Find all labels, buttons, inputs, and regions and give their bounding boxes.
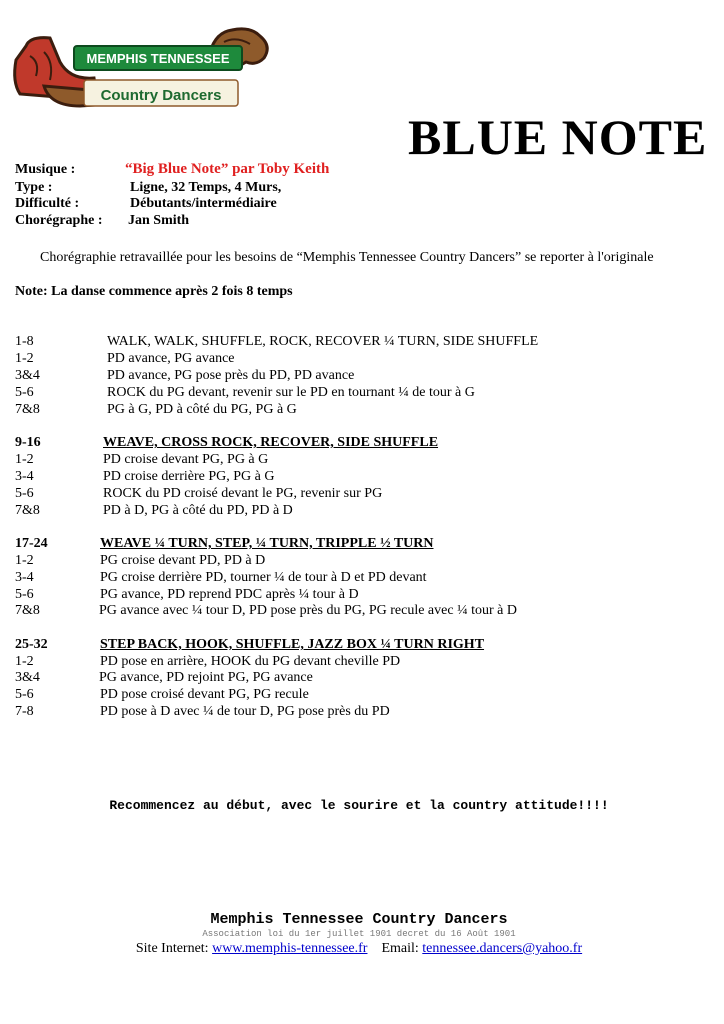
section-title: STEP BACK, HOOK, SHUFFLE, JAZZ BOX ¼ TURN RIGHT: [100, 637, 485, 652]
email-link[interactable]: tennessee.dancers@yahoo.fr: [422, 941, 583, 956]
logo-line1: MEMPHIS TENNESSEE: [86, 51, 230, 66]
step-count: 7-8: [15, 704, 34, 719]
step-text: PD croise derrière PG, PG à G: [103, 469, 275, 484]
step-text: PG croise devant PD, PD à D: [100, 553, 266, 568]
step-count: 7&8: [15, 503, 40, 518]
start-note: Note: La danse commence après 2 fois 8 temps: [15, 284, 293, 299]
club-logo: [10, 22, 272, 114]
step-text: ROCK du PG devant, revenir sur le PD en tournant ¼ de tour à G: [107, 385, 475, 400]
logo-line2: Country Dancers: [100, 87, 222, 104]
step-text: PG avance avec ¼ tour D, PD pose près du PG, PG recule avec ¼ tour à D: [99, 603, 517, 618]
dance-title: BLUE NOTE: [408, 109, 708, 165]
section-title: WEAVE ¼ TURN, STEP, ¼ TURN, TRIPPLE ½ TURN: [100, 536, 434, 551]
step-text: PD croise devant PG, PG à G: [103, 452, 269, 467]
step-count: 5-6: [15, 587, 34, 602]
step-text: ROCK du PD croisé devant le PG, revenir sur PG: [103, 486, 383, 501]
meta-value: Débutants/intermédiaire: [130, 196, 277, 211]
footer-contact: [0, 941, 718, 957]
meta-music: [15, 161, 330, 178]
meta-choreographer: [15, 213, 190, 229]
step-text: PD à D, PG à côté du PD, PD à D: [103, 503, 293, 518]
meta-value: Jan Smith: [128, 213, 190, 228]
footer-association: Association loi du 1er juillet 1901 decret du 16 Août 1901: [202, 929, 516, 939]
meta-label: Difficulté :: [15, 196, 80, 211]
closing-message: Recommencez au début, avec le sourire et la country attitude!!!!: [109, 798, 609, 813]
site-link[interactable]: www.memphis-tennessee.fr: [212, 941, 368, 956]
step-count: 1-2: [15, 351, 34, 366]
section-counts: 17-24: [15, 536, 48, 551]
site-label: Site Internet:: [135, 941, 209, 956]
step-text: PG à G, PD à côté du PG, PG à G: [107, 402, 297, 417]
step-text: PD avance, PG avance: [107, 351, 235, 366]
meta-label: Chorégraphe :: [15, 213, 103, 228]
meta-label: Type :: [15, 180, 53, 195]
step-count: 5-6: [15, 486, 34, 501]
section-title: WALK, WALK, SHUFFLE, ROCK, RECOVER ¼ TURN, SIDE SHUFFLE: [107, 334, 539, 349]
step-text: PD pose à D avec ¼ de tour D, PG pose près du PD: [100, 704, 390, 719]
step-text: PD avance, PG pose près du PD, PD avance: [107, 368, 355, 383]
footer-name: Memphis Tennessee Country Dancers: [210, 911, 508, 928]
meta-difficulty: [15, 196, 277, 212]
step-count: 7&8: [15, 603, 40, 618]
section-counts: 1-8: [15, 334, 34, 349]
step-count: 7&8: [15, 402, 40, 417]
step-count: 1-2: [15, 553, 34, 568]
step-text: PG croise derrière PD, tourner ¼ de tour à D et PD devant: [100, 570, 427, 585]
section-title: WEAVE, CROSS ROCK, RECOVER, SIDE SHUFFLE: [103, 435, 439, 450]
step-text: PD pose en arrière, HOOK du PG devant cheville PD: [100, 654, 401, 669]
step-count: 5-6: [15, 385, 34, 400]
step-count: 1-2: [15, 654, 34, 669]
step-text: PG avance, PD reprend PDC après ¼ tour à D: [100, 587, 359, 602]
step-text: PG avance, PD rejoint PG, PG avance: [99, 670, 313, 685]
meta-label: Musique :: [15, 162, 76, 177]
meta-value: “Big Blue Note” par Toby Keith: [125, 161, 330, 177]
meta-value: Ligne, 32 Temps, 4 Murs,: [130, 180, 282, 195]
step-count: 3&4: [15, 670, 40, 685]
meta-type: [15, 180, 282, 196]
step-count: 1-2: [15, 452, 34, 467]
step-count: 5-6: [15, 687, 34, 702]
step-count: 3-4: [15, 469, 34, 484]
step-count: 3&4: [15, 368, 40, 383]
section-counts: 25-32: [15, 637, 48, 652]
section-counts: 9-16: [15, 435, 41, 450]
email-label: Email:: [381, 941, 419, 956]
intro-text: Chorégraphie retravaillée pour les besoins de “Memphis Tennessee Country Dancers” se reporter à l'originale: [40, 250, 654, 265]
step-count: 3-4: [15, 570, 34, 585]
step-text: PD pose croisé devant PG, PG recule: [100, 687, 309, 702]
